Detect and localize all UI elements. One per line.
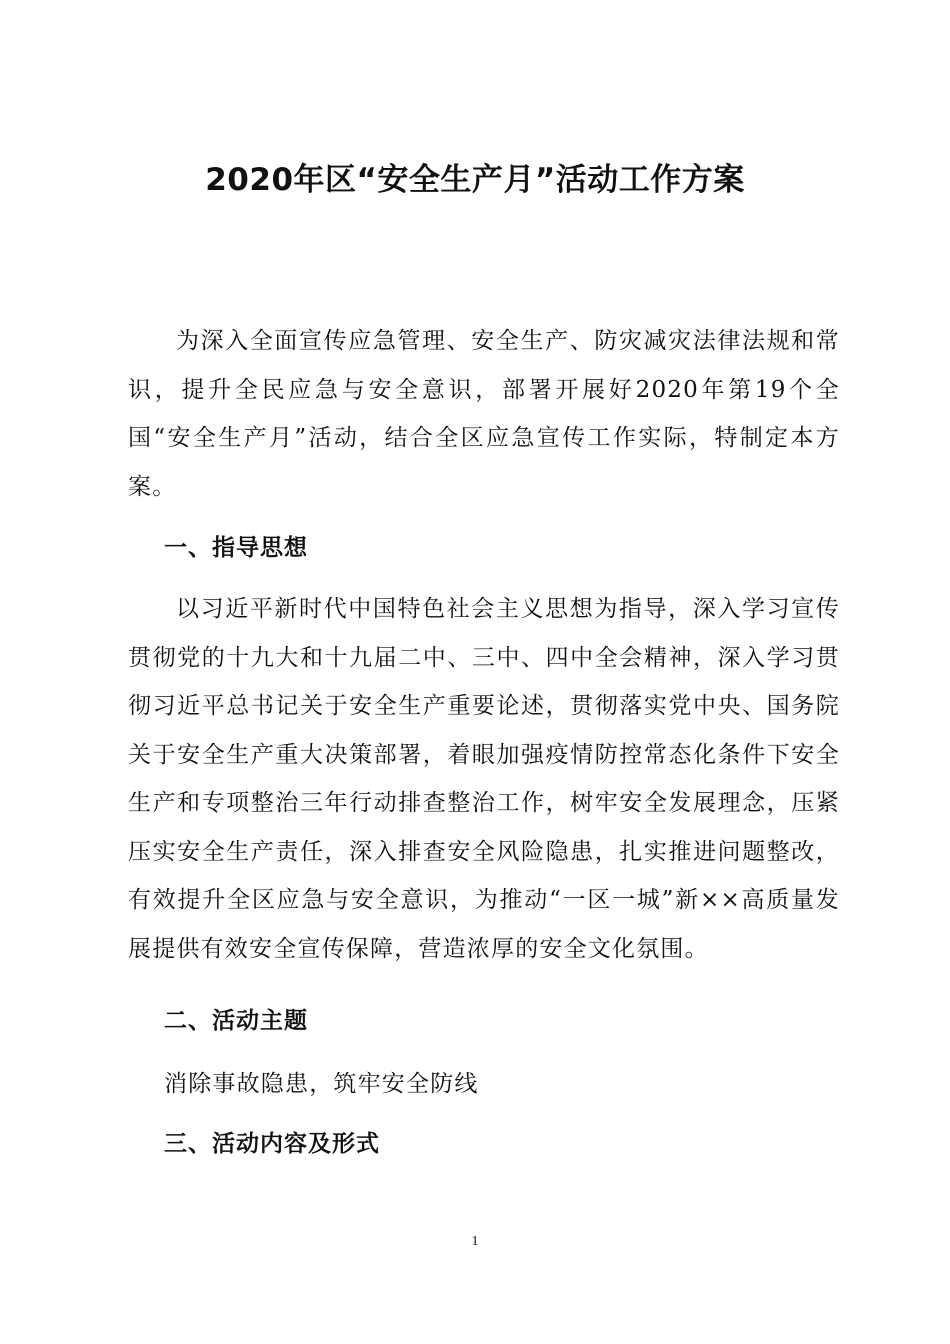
section-heading-activity-theme: 二、活动主题 [164,1008,308,1034]
intro-paragraph: 为深入全面宣传应急管理、安全生产、防灾减灾法律法规和常识，提升全民应急与安全意识，部署开展好2020年第19个全国“安全生产月”活动，结合全区应急宣传工作实际，特制定本方案。 [128,328,840,500]
section-paragraph-activity-theme: 消除事故隐患，筑牢安全防线 [164,1071,479,1097]
section-heading-activity-content: 三、活动内容及形式 [164,1131,380,1157]
document-title: 2020年区“安全生产月”活动工作方案 [205,162,745,198]
section-heading-guiding-ideology: 一、指导思想 [164,535,308,561]
page-number: 1 [471,1234,479,1249]
section-paragraph-guiding-ideology: 以习近平新时代中国特色社会主义思想为指导，深入学习宣传贯彻党的十九大和十九届二中、三中、四中全会精神，深入学习贯彻习近平总书记关于安全生产重要论述，贯彻落实党中央、国务院关于安全生产重大决策部署，着眼加强疫情防控常态化条件下安全生产和专项整治三年行动排查整治工作，树牢安全发展理念，压紧压实安全生产责任，深入排查安全风险隐患，扎实推进问题整改，有效提升全区应急与安全意识，为推动“一区一城”新××高质量发展提供有效安全宣传保障，营造浓厚的安全文化氛围。 [128,596,840,962]
